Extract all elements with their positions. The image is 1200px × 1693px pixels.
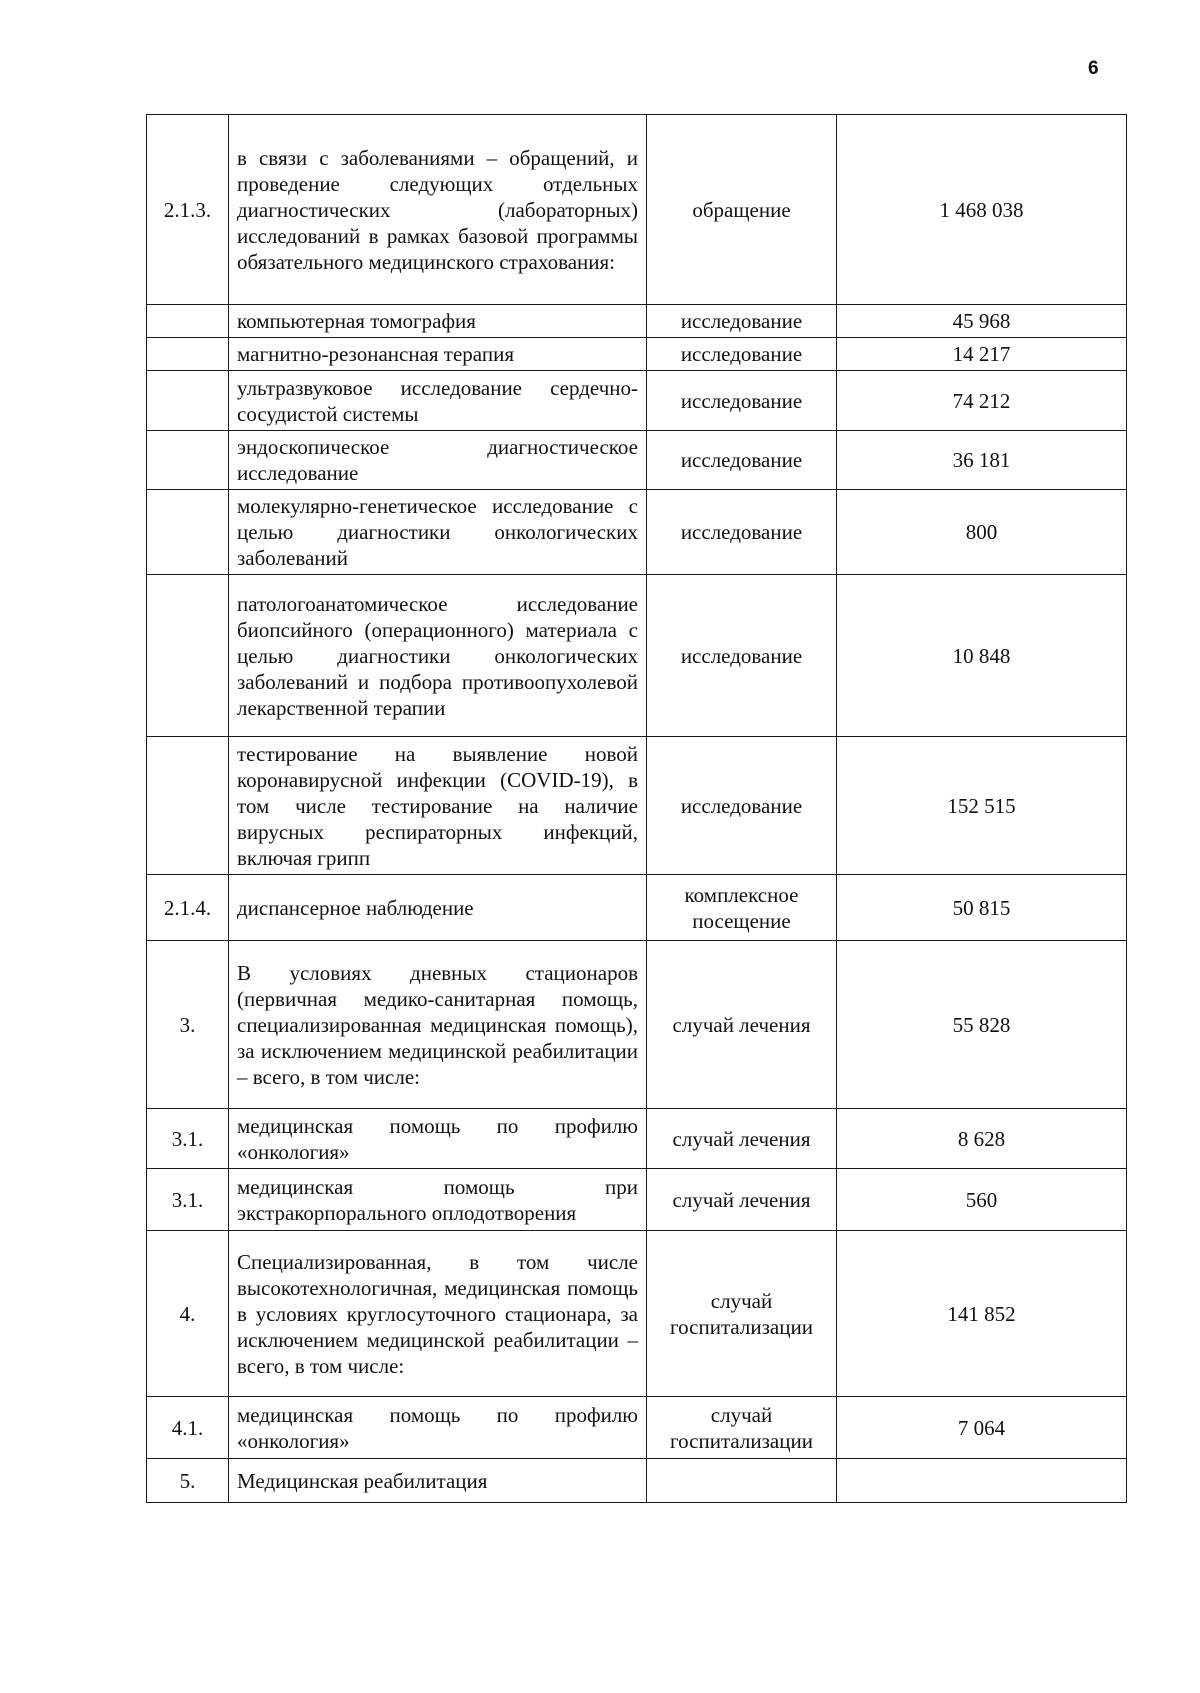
row-value: 152 515: [837, 737, 1127, 875]
row-value: 55 828: [837, 941, 1127, 1109]
row-number: 4.1.: [147, 1397, 229, 1459]
row-value: [837, 1459, 1127, 1503]
row-name: эндоскопическое диагностическое исследование: [229, 431, 647, 490]
row-number: [147, 575, 229, 737]
row-unit: комплексное посещение: [647, 875, 837, 941]
row-unit: случай лечения: [647, 941, 837, 1109]
row-value: 14 217: [837, 338, 1127, 371]
row-number: [147, 338, 229, 371]
row-value: 7 064: [837, 1397, 1127, 1459]
row-number: [147, 737, 229, 875]
row-unit: случай лечения: [647, 1169, 837, 1231]
row-unit: обращение: [647, 115, 837, 305]
table-row: [147, 115, 1127, 305]
row-name: в связи с заболеваниями – обращений, и проведение следующих отдельных диагностических (лабораторных) исследований в рамках базовой программы обязательного медицинского страхования:: [229, 115, 647, 305]
row-value: 74 212: [837, 371, 1127, 431]
row-number: 2.1.3.: [147, 115, 229, 305]
row-unit: [647, 1459, 837, 1503]
row-unit: случай лечения: [647, 1109, 837, 1169]
row-unit: исследование: [647, 575, 837, 737]
row-number: [147, 305, 229, 338]
table-row: [147, 1109, 1127, 1169]
row-number: 2.1.4.: [147, 875, 229, 941]
page-number: 6: [1088, 58, 1099, 79]
row-number: 3.1.: [147, 1169, 229, 1231]
table-row: [147, 941, 1127, 1109]
table-row: [147, 490, 1127, 575]
row-value: 45 968: [837, 305, 1127, 338]
row-name: медицинская помощь по профилю «онкология»: [229, 1397, 647, 1459]
table-row: [147, 371, 1127, 431]
row-number: [147, 431, 229, 490]
table-row: [147, 338, 1127, 371]
row-number: 3.1.: [147, 1109, 229, 1169]
row-value: 36 181: [837, 431, 1127, 490]
row-unit: исследование: [647, 490, 837, 575]
table-row: [147, 875, 1127, 941]
row-name: В условиях дневных стационаров (первичная медико-санитарная помощь, специализированная медицинская помощь), за исключением медицинской реабилитации – всего, в том числе:: [229, 941, 647, 1109]
row-unit: исследование: [647, 338, 837, 371]
row-number: 4.: [147, 1231, 229, 1397]
row-unit: исследование: [647, 431, 837, 490]
row-value: 50 815: [837, 875, 1127, 941]
row-number: [147, 371, 229, 431]
row-name: диспансерное наблюдение: [229, 875, 647, 941]
row-value: 141 852: [837, 1231, 1127, 1397]
row-unit: случай госпитализации: [647, 1231, 837, 1397]
row-number: 5.: [147, 1459, 229, 1503]
row-value: 560: [837, 1169, 1127, 1231]
row-unit: исследование: [647, 305, 837, 338]
row-name: медицинская помощь по профилю «онкология»: [229, 1109, 647, 1169]
row-name: молекулярно-генетическое исследование с целью диагностики онкологических заболеваний: [229, 490, 647, 575]
table-row: [147, 575, 1127, 737]
row-value: 1 468 038: [837, 115, 1127, 305]
table-row: [147, 737, 1127, 875]
table-row: [147, 1231, 1127, 1397]
row-name: компьютерная томография: [229, 305, 647, 338]
row-unit: исследование: [647, 371, 837, 431]
row-value: 10 848: [837, 575, 1127, 737]
row-name: магнитно-резонансная терапия: [229, 338, 647, 371]
row-unit: случай госпитализации: [647, 1397, 837, 1459]
row-name: тестирование на выявление новой коронавирусной инфекции (COVID-19), в том числе тестирование на наличие вирусных респираторных инфекций, включая грипп: [229, 737, 647, 875]
row-number: 3.: [147, 941, 229, 1109]
row-name: Специализированная, в том числе высокотехнологичная, медицинская помощь в условиях круглосуточного стационара, за исключением медицинской реабилитации – всего, в том числе:: [229, 1231, 647, 1397]
row-name: Медицинская реабилитация: [229, 1459, 647, 1503]
row-name: патологоанатомическое исследование биопсийного (операционного) материала с целью диагностики онкологических заболеваний и подбора противоопухолевой лекарственной терапии: [229, 575, 647, 737]
row-value: 800: [837, 490, 1127, 575]
row-name: медицинская помощь при экстракорпорального оплодотворения: [229, 1169, 647, 1231]
table-row: [147, 1397, 1127, 1459]
table-row: [147, 305, 1127, 338]
table-row: [147, 1169, 1127, 1231]
row-number: [147, 490, 229, 575]
row-value: 8 628: [837, 1109, 1127, 1169]
table-row: [147, 1459, 1127, 1503]
services-volume-table: [146, 114, 1127, 1503]
row-name: ультразвуковое исследование сердечно-сосудистой системы: [229, 371, 647, 431]
row-unit: исследование: [647, 737, 837, 875]
table-row: [147, 431, 1127, 490]
